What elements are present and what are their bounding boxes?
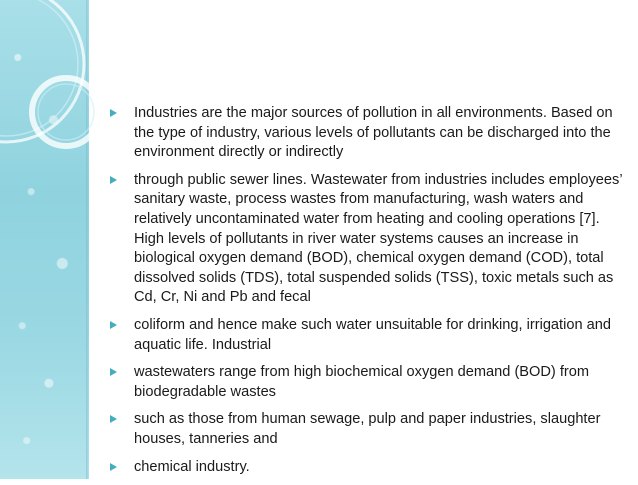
bullet-item [110, 171, 626, 308]
large-ring-arc [0, 0, 84, 142]
bullet-text: Industries are the major sources of pollution in all environments. Based on the type of industry, various levels of pollutants can be discharged into the environment directly or indirectly [134, 105, 613, 161]
bullet-list [110, 104, 626, 485]
bullet-text: wastewaters range from high biochemical oxygen demand (BOD) from biodegradable wastes [134, 364, 590, 400]
bullet-marker-icon [110, 109, 117, 117]
bullet-marker-icon [110, 176, 117, 184]
bullet-text: such as those from human sewage, pulp and paper industries, slaughter houses, tanneries and [134, 411, 601, 447]
bullet-marker-icon [110, 415, 117, 423]
bullet-item [110, 104, 626, 163]
bullet-item [110, 410, 626, 449]
bullet-marker-icon [110, 368, 117, 376]
bullet-text: chemical industry. [134, 458, 250, 475]
bullet-item [110, 458, 626, 478]
bullet-item [110, 363, 626, 402]
bullet-item [110, 316, 626, 355]
bullet-marker-icon [110, 463, 117, 471]
bullet-text: through public sewer lines. Wastewater from industries includes employees’ sanitary waste, process wastes from manufacturing, wash waters and relatively uncontaminated water from heating and cooling operations [7]. High levels of pollutants in river water systems causes an increase in biological oxygen demand (BOD), chemical oxygen demand (COD), total dissolved solids (TDS), total suspended solids (TSS), toxic metals such as Cd, Cr, Ni and Pb and fecal [134, 171, 623, 306]
bullet-marker-icon [110, 321, 117, 329]
bullet-text: coliform and hence make such water unsuitable for drinking, irrigation and aquatic life. Industrial [134, 316, 611, 353]
